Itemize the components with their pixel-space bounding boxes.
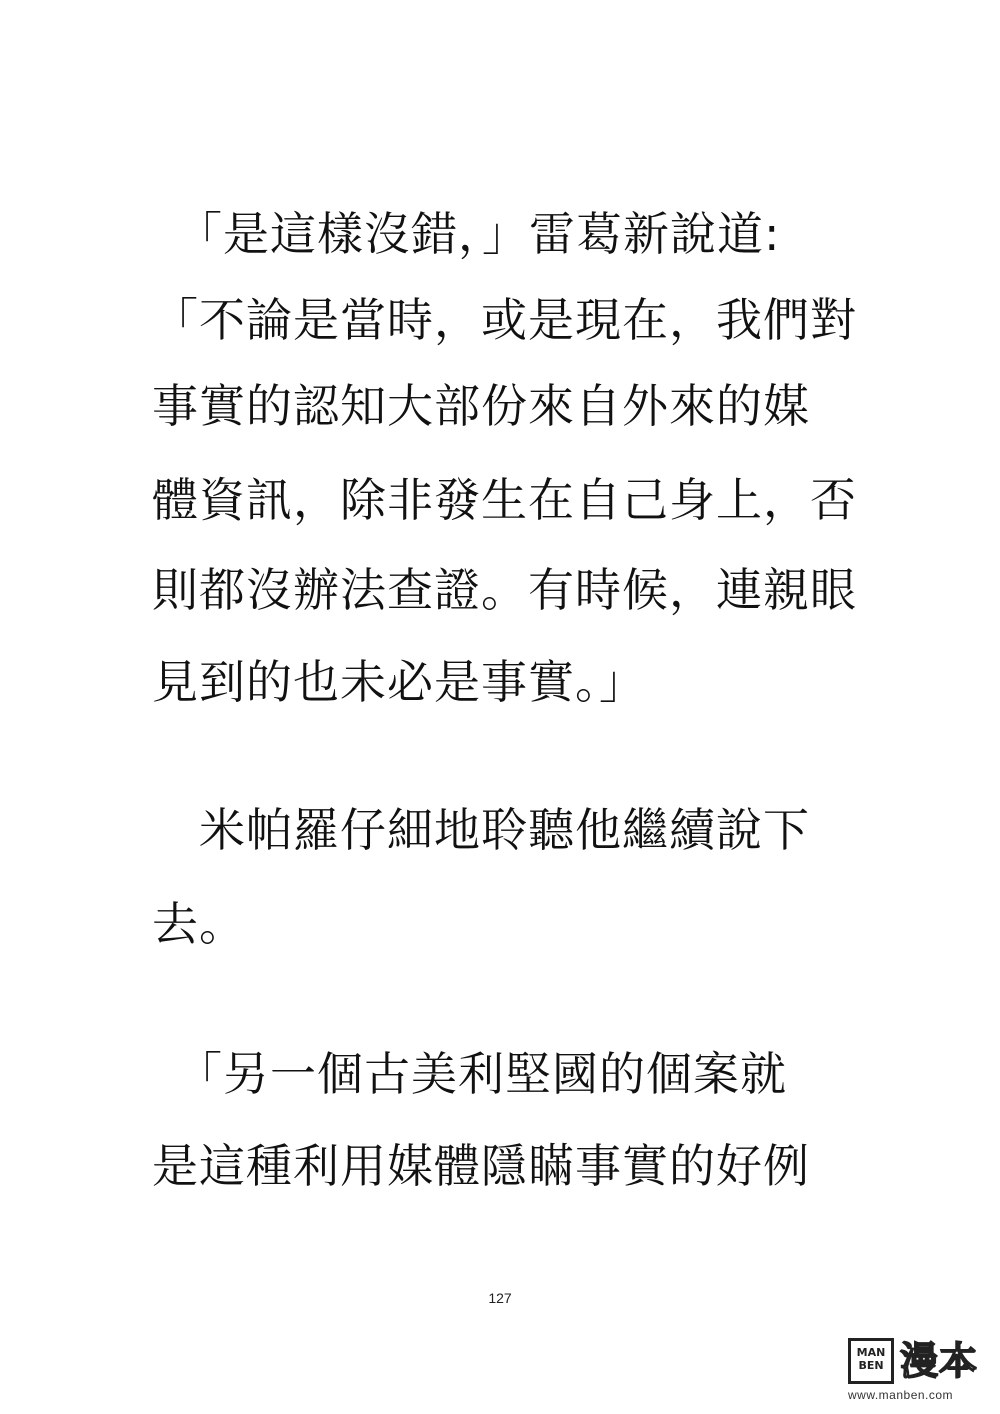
body-line: 「另一個古美利堅國的個案就 [152, 1047, 787, 1101]
body-line: 去。 [152, 897, 246, 951]
manben-watermark [848, 1338, 988, 1406]
body-line: 「不論是當時，或是現在，我們對 [152, 293, 857, 347]
page-number: 127 [488, 1290, 512, 1306]
body-line: 見到的也未必是事實。」 [152, 655, 646, 709]
body-line: 米帕羅仔細地聆聽他繼續說下 [152, 803, 810, 857]
body-line: 是這種利用媒體隱瞞事實的好例 [152, 1139, 810, 1193]
body-line: 「是這樣沒錯，」雷葛新說道: [152, 207, 781, 261]
body-line: 則都沒辦法查證。有時候，連親眼 [152, 563, 857, 617]
manben-logo-icon: MAN BEN [848, 1338, 894, 1384]
watermark-name: 漫本 [900, 1339, 979, 1383]
body-line: 體資訊，除非發生在自己身上，否 [152, 473, 857, 527]
watermark-url: www.manben.com [848, 1388, 954, 1402]
body-line: 事實的認知大部份來自外來的媒 [152, 379, 810, 433]
